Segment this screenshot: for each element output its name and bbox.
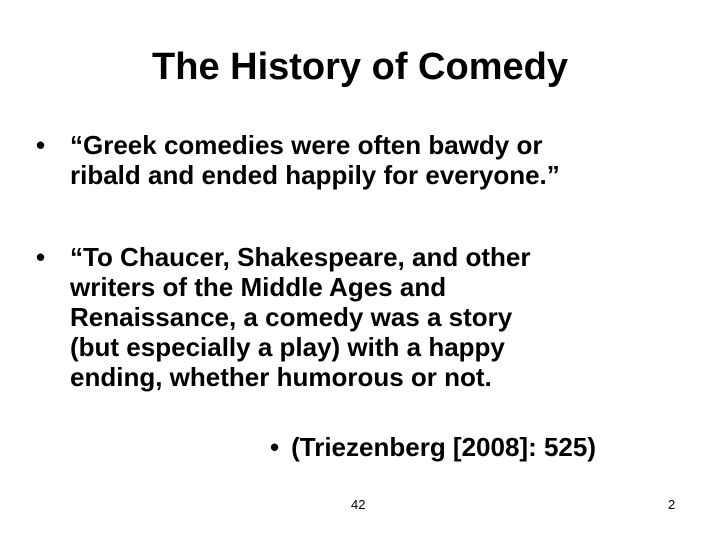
citation-bullet-marker: • [270,432,280,462]
bullet-line: Renaissance, a comedy was a story [70,302,513,332]
bullet-line: ribald and ended happily for everyone.” [70,160,560,190]
slide-title: The History of Comedy [152,46,568,88]
bullet-marker: • [36,130,46,160]
footer-page-number: 2 [668,497,676,512]
citation-text: (Triezenberg [2008]: 525) [291,432,596,462]
bullet-line: ending, whether humorous or not. [70,362,492,392]
footer-left-number: 42 [351,497,366,512]
bullet-line: “To Chaucer, Shakespeare, and other [70,242,531,272]
bullet-marker: • [36,242,46,272]
bullet-line: (but especially a play) with a happy [70,332,505,362]
citation [270,432,596,462]
bullet-line: “Greek comedies were often bawdy or [70,130,543,160]
bullet-list [36,130,686,392]
bullet-item-chaucer-shakespeare [36,242,686,392]
bullet-line: writers of the Middle Ages and [70,272,447,302]
bullet-item-greek-comedies [36,130,686,190]
